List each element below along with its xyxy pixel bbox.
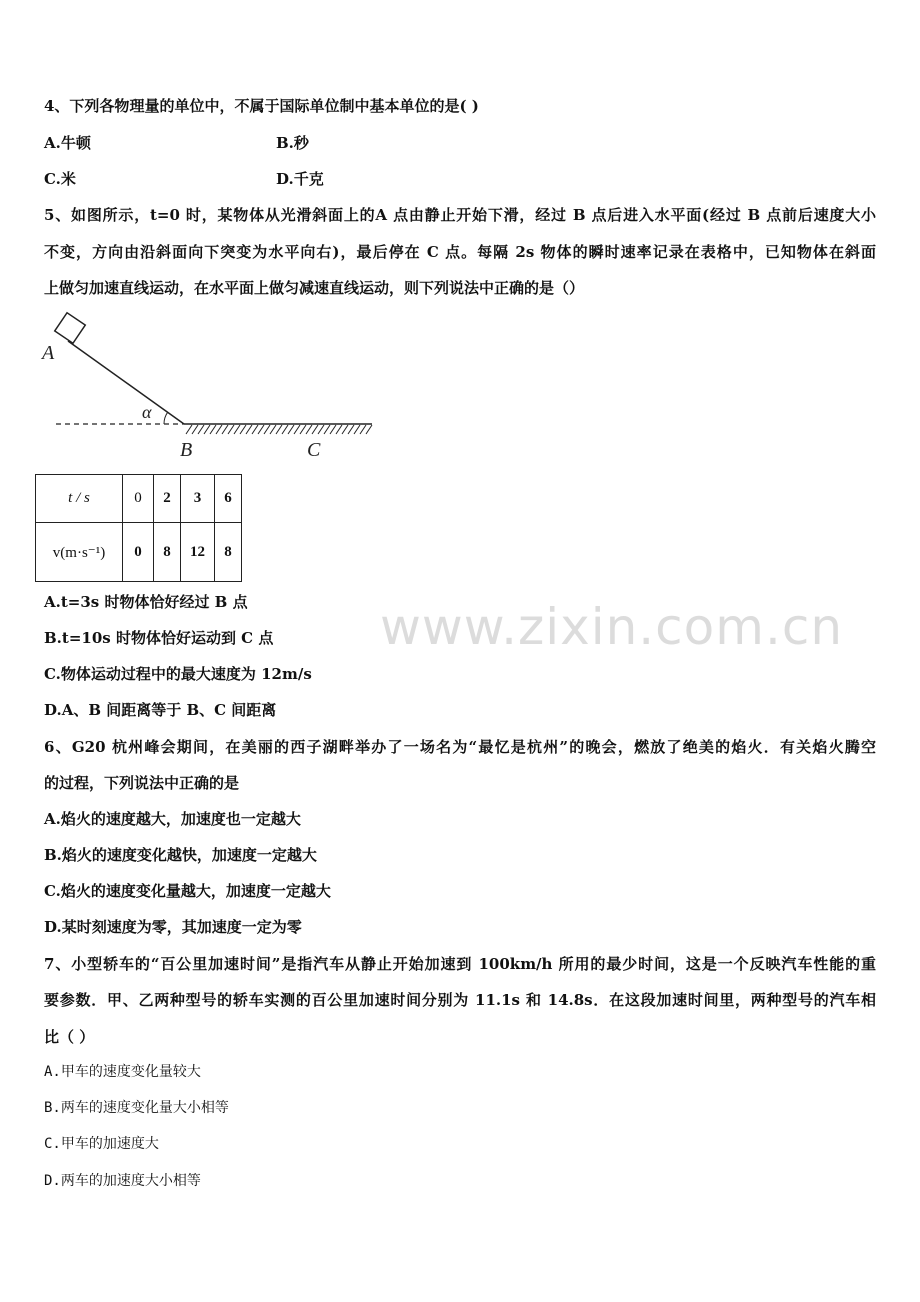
q7-option-c: C.甲车的加速度大 [44,1136,159,1152]
incline-figure [30,308,390,468]
q4-option-c: C.米 [44,170,76,188]
q5-option-b: B.t=10s 时物体恰好运动到 C 点 [44,629,274,647]
q6-option-c: C.焰火的速度变化量越大，加速度一定越大 [44,882,331,900]
q4-option-row-2 [44,169,324,189]
q5-option-d: D.A、B 间距离等于 B、C 间距离 [44,701,277,719]
block [55,313,86,344]
row-label-velocity: v(m·s⁻¹) [36,523,123,582]
q7-option-a: A.甲车的速度变化量较大 [44,1064,201,1080]
t-cell: 0 [123,475,154,523]
label-b: B [180,439,193,461]
v-cell: 8 [215,523,242,582]
q7-option-d: D.两车的加速度大小相等 [44,1173,201,1189]
incline-surface [68,341,184,424]
v-cell: 12 [181,523,215,582]
t-cell: 3 [181,475,215,523]
label-c: C [307,439,321,461]
q6-option-b: B.焰火的速度变化越快，加速度一定越大 [44,846,317,864]
label-alpha: α [142,402,152,422]
q6-option-d: D.某时刻速度为零，其加速度一定为零 [44,918,302,936]
q4-option-a: A.牛顿 [44,134,91,152]
q5-option-c: C.物体运动过程中的最大速度为 12m/s [44,665,312,683]
velocity-table [35,474,242,582]
watermark: www.zixin.com.cn [380,598,844,656]
q5-stem-line-3: 上做匀加速直线运动，在水平面上做匀减速直线运动，则下列说法中正确的是（） [44,279,585,297]
table-row-time [36,475,242,523]
q7-stem-line-3: 比（ ） [44,1028,95,1046]
q5-stem-line-1: 5、如图所示，t=0 时，某物体从光滑斜面上的A 点由静止开始下滑，经过 B 点后进入水平面(经过 B 点前后速度大小 [44,206,876,224]
angle-arc [164,412,168,424]
q4-option-row-1 [44,133,309,153]
row-label-time: t / s [36,475,123,523]
t-cell: 2 [154,475,181,523]
q5-stem-line-2: 不变，方向由沿斜面向下突变为水平向右)，最后停在 C 点。每隔 2s 物体的瞬时速率记录在表格中，已知物体在斜面 [44,243,876,261]
q4-option-b: B.秒 [276,134,309,152]
q6-stem-line-1: 6、G20 杭州峰会期间，在美丽的西子湖畔举办了一场名为“最忆是杭州”的晚会，燃放了绝美的焰火．有关焰火腾空 [44,738,876,756]
label-a: A [42,342,55,364]
v-cell: 8 [154,523,181,582]
table-row-velocity [36,523,242,582]
q7-stem-line-2: 要参数．甲、乙两种型号的轿车实测的百公里加速时间分别为 11.1s 和 14.8s．在这段加速时间里，两种型号的汽车相 [44,991,876,1009]
v-cell: 0 [123,523,154,582]
t-cell: 6 [215,475,242,523]
q5-option-a: A.t=3s 时物体恰好经过 B 点 [44,593,248,611]
q7-option-b: B.两车的速度变化量大小相等 [44,1100,229,1116]
q7-stem-line-1: 7、小型轿车的“百公里加速时间”是指汽车从静止开始加速到 100km/h 所用的最少时间，这是一个反映汽车性能的重 [44,955,876,973]
q4-stem: 4、下列各物理量的单位中，不属于国际单位制中基本单位的是( ) [44,97,479,115]
q6-stem-line-2: 的过程，下列说法中正确的是 [44,774,240,792]
ground-hatching [186,425,372,434]
q6-option-a: A.焰火的速度越大，加速度也一定越大 [44,810,301,828]
q4-option-d: D.千克 [276,170,324,188]
